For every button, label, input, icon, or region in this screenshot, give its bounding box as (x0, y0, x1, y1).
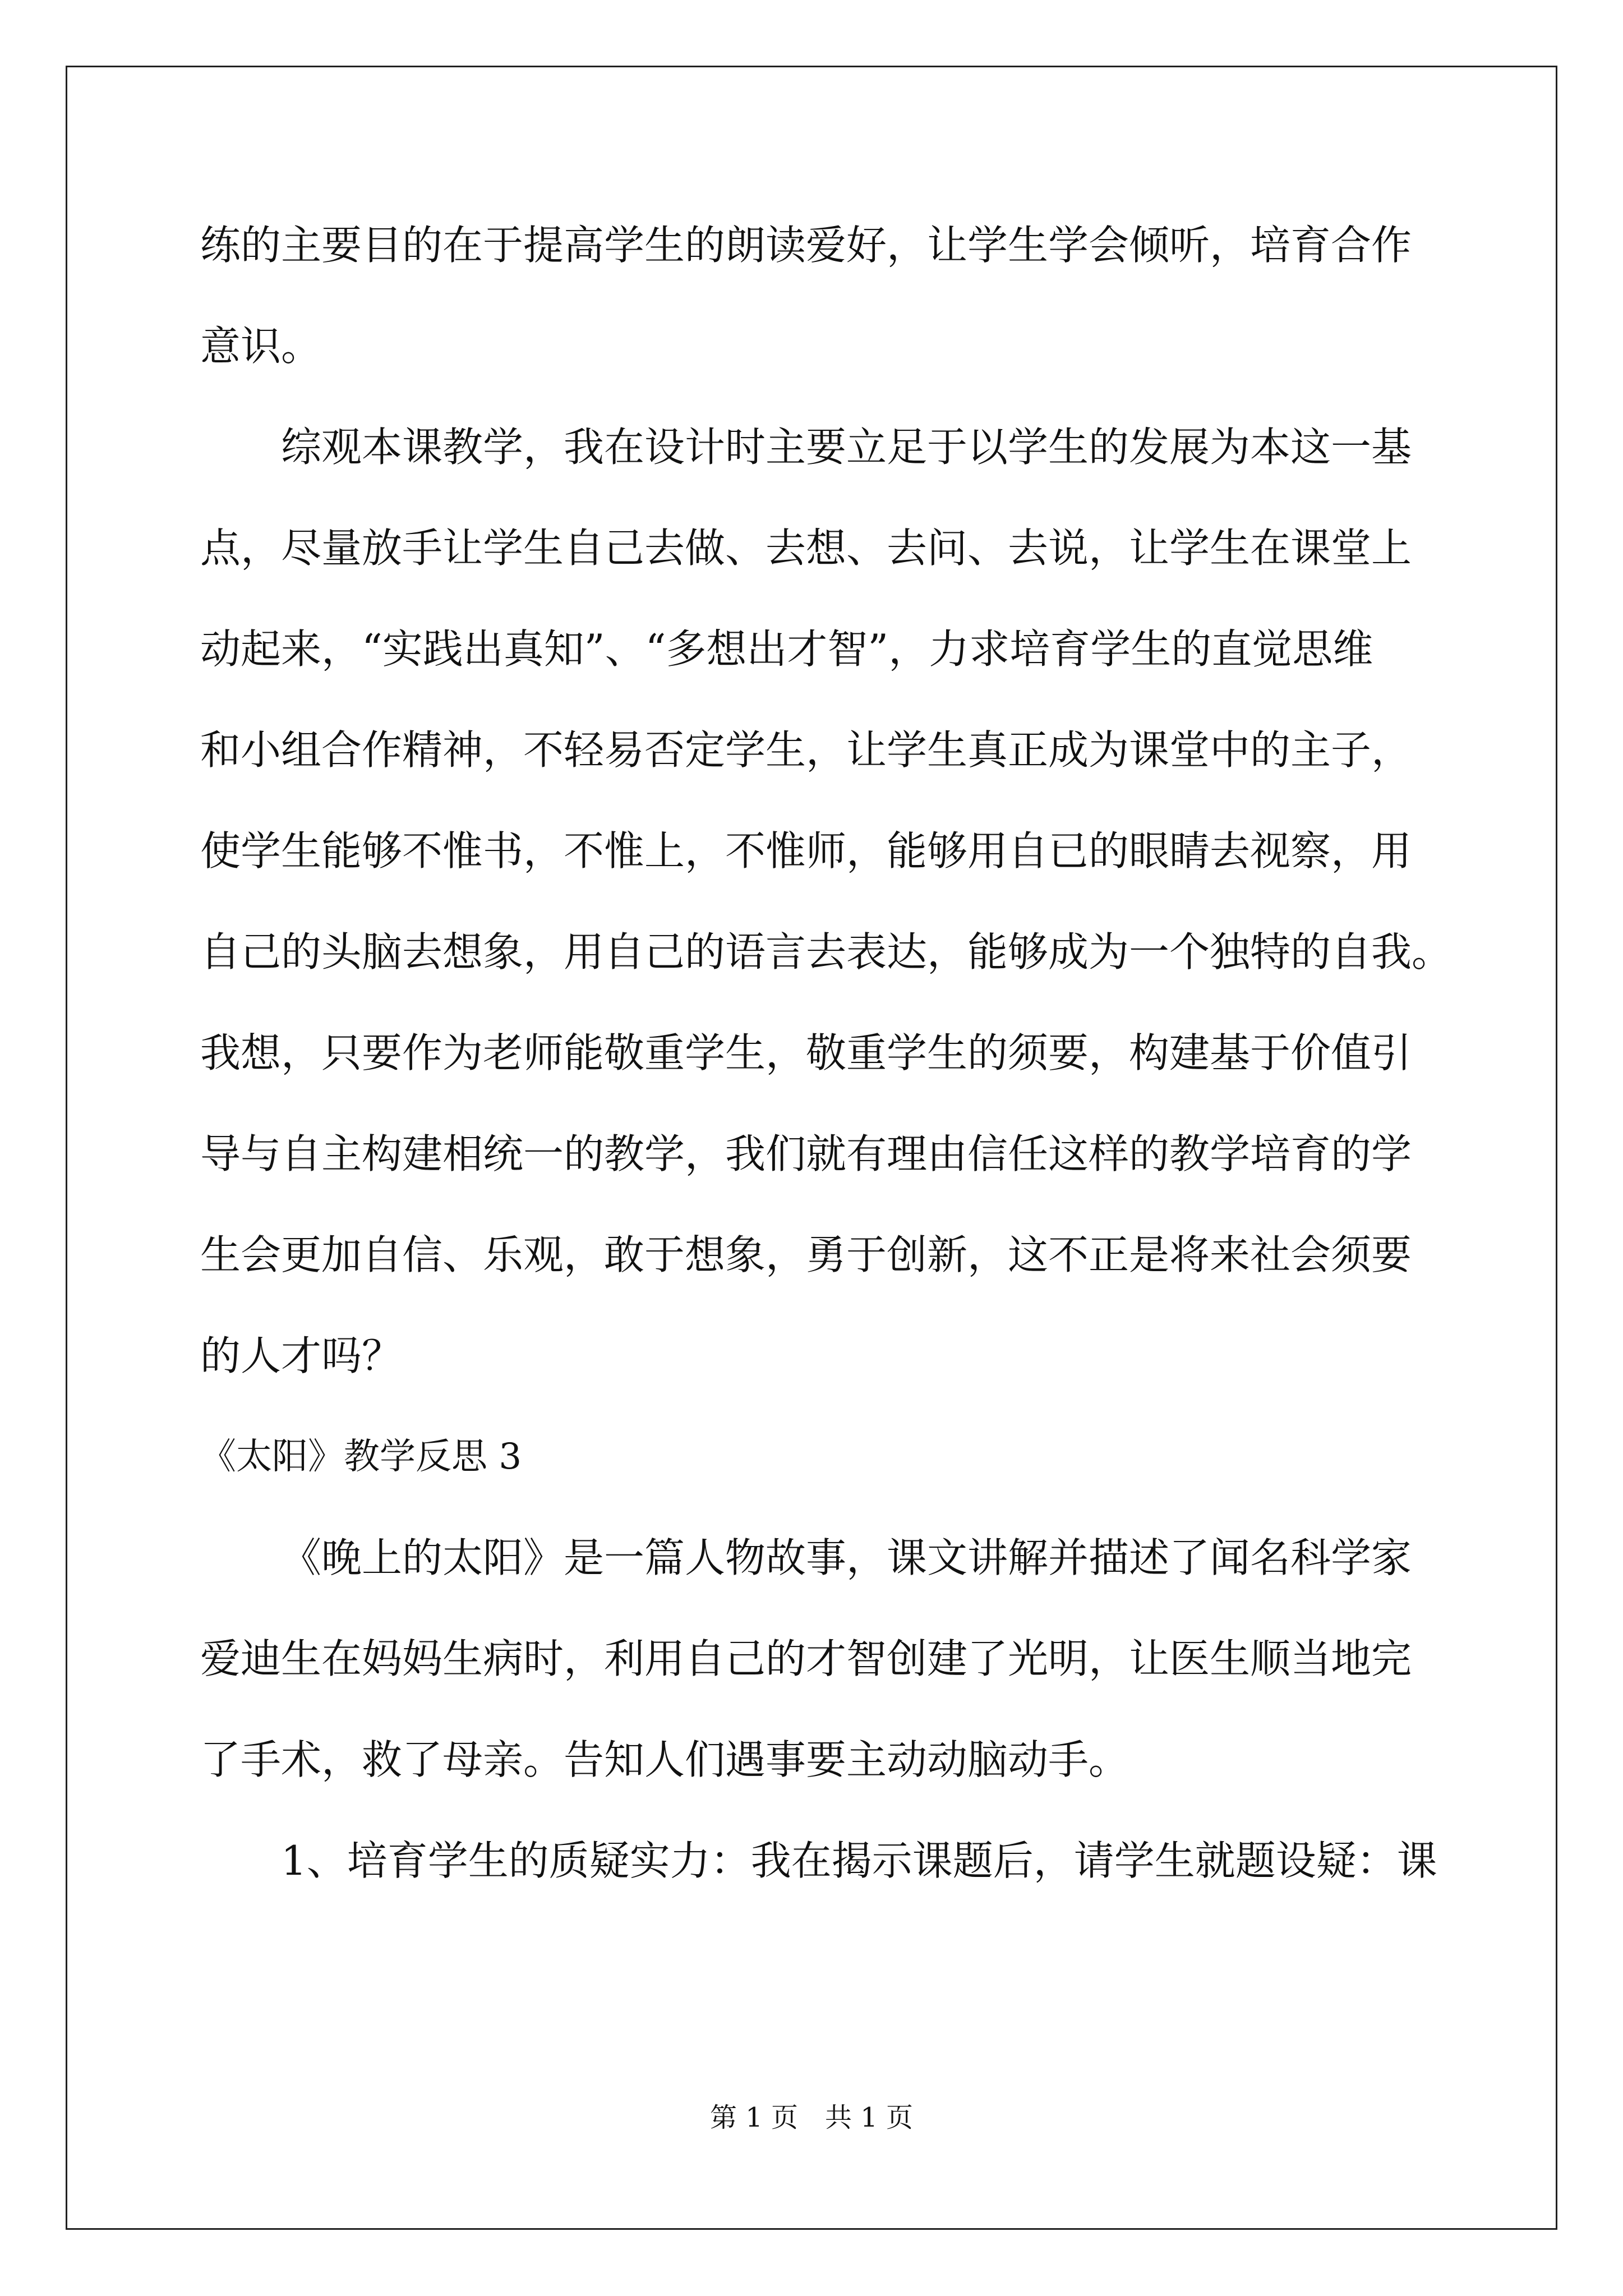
text-line: 和小组合作精神，不轻易否定学生，让学生真正成为课堂中的主子， (200, 726, 1412, 774)
page-footer: 第 1 页 共 1 页 (709, 2102, 914, 2133)
text-line: 爱迪生在妈妈生病时，利用自己的才智创建了光明，让医生顺当地完 (200, 1635, 1412, 1682)
text-line: 生会更加自信、乐观，敢于想象，勇于创新，这不正是将来社会须要 (200, 1231, 1412, 1278)
text-line: 意识。 (200, 323, 322, 370)
text-line: 动起来，“实践出真知”、“多想出才智”，力求培育学生的直觉思维 (200, 625, 1373, 673)
text-line: 了手术，救了母亲。告知人们遇事要主动动脑动手。 (200, 1736, 1129, 1783)
text-line: 导与自主构建相统一的教学，我们就有理由信任这样的教学培育的学 (200, 1130, 1412, 1177)
section-heading: 《太阳》教学反思 3 (200, 1436, 522, 1478)
document-body (200, 209, 1453, 1925)
text-line: 我想，只要作为老师能敬重学生，敬重学生的须要，构建基于价值引 (200, 1029, 1412, 1076)
paragraph-start-line: 1、培育学生的质疑实力：我在揭示课题后，请学生就题设疑：课 (281, 1837, 1437, 1884)
paragraph-start-line: 综观本课教学，我在设计时主要立足于以学生的发展为本这一基 (281, 424, 1412, 471)
text-line: 点，尽量放手让学生自己去做、去想、去问、去说，让学生在课堂上 (200, 524, 1412, 572)
paragraph-start-line: 《晚上的太阳》是一篇人物故事，课文讲解并描述了闻名科学家 (281, 1534, 1412, 1581)
text-line: 使学生能够不惟书，不惟上，不惟师，能够用自已的眼睛去视察，用 (200, 827, 1412, 875)
text-line: 的人才吗？ (200, 1332, 403, 1379)
text-line: 练的主要目的在于提高学生的朗读爱好，让学生学会倾听，培育合作 (200, 222, 1412, 269)
text-line: 自己的头脑去想象，用自己的语言去表达，能够成为一个独特的自我。 (200, 928, 1453, 976)
